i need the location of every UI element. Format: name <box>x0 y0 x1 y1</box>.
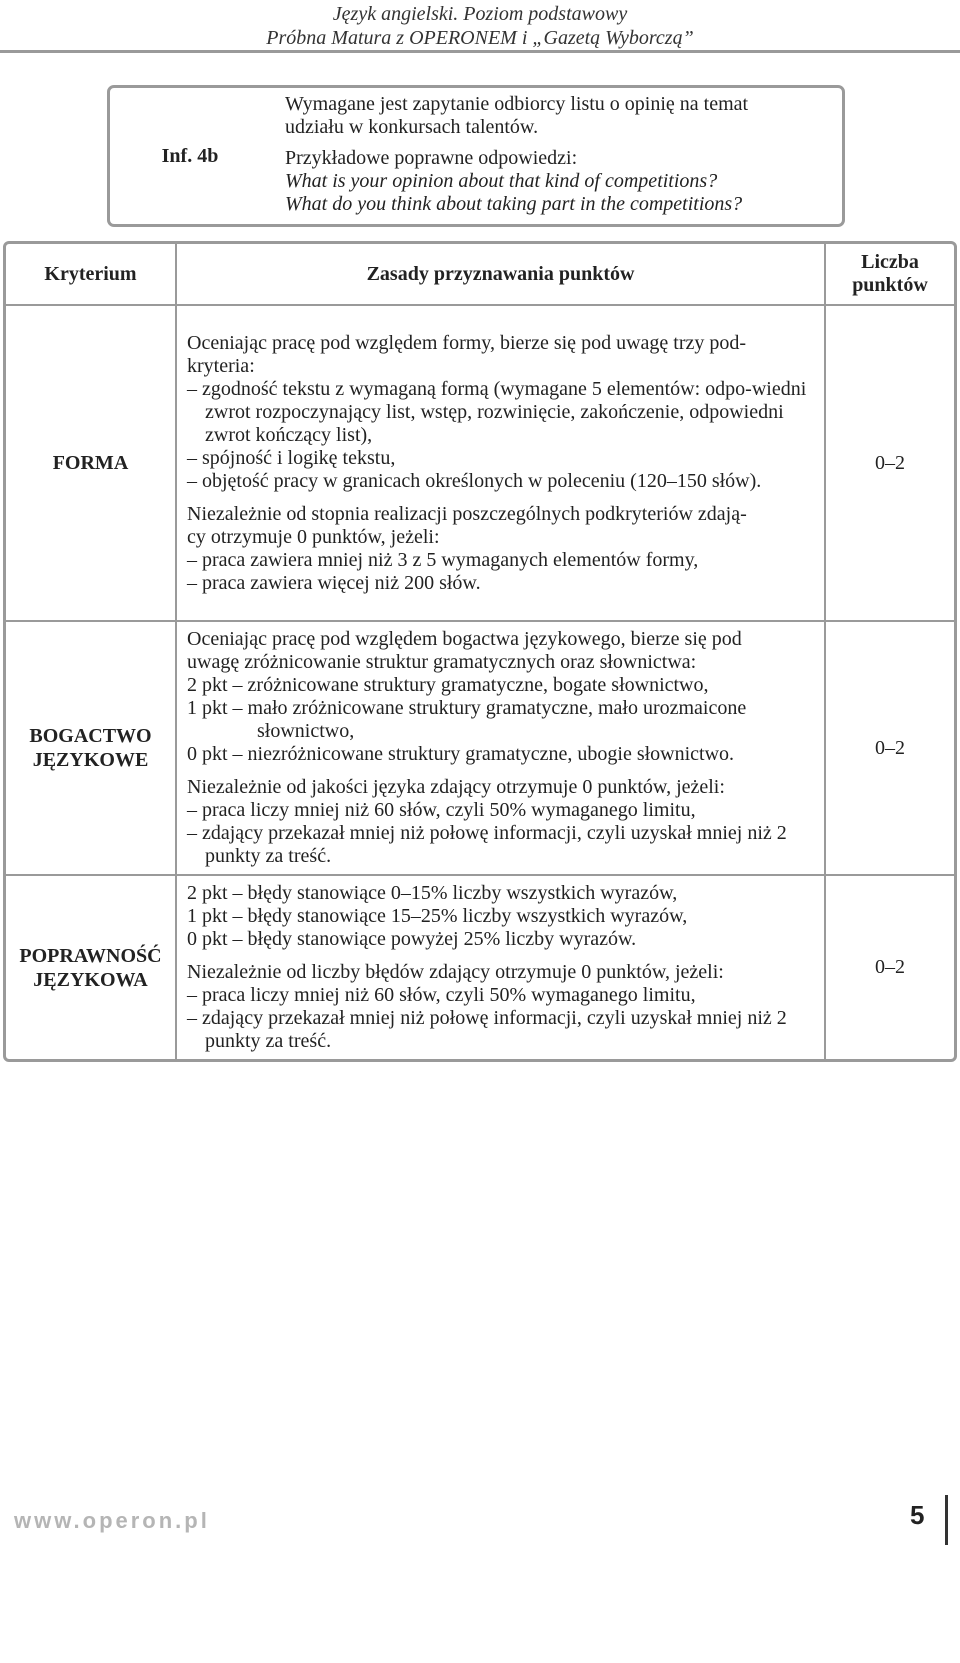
header-exam: Próbna Matura z OPERONEM i „Gazetą Wyborczą” <box>266 27 694 49</box>
points-value: 0–2 <box>826 306 954 622</box>
list-item: – spójność i logikę tekstu, <box>187 446 396 469</box>
list-item: 0 pkt – niezróżnicowane struktury gramatyczne, ubogie słownictwo. <box>187 743 735 765</box>
list-item: – zgodność tekstu z wymaganą formą (wymagane 5 elementów: odpo-wiedni zwrot rozpoczynający list, wstęp, rozwinięcie, zakończenie, odpowiedni zwrot kończący list), <box>187 377 807 446</box>
criteria-table <box>3 241 957 1062</box>
header-divider <box>0 50 960 53</box>
info-text-line: Wymagane jest zapytanie odbiorcy listu o opinię na temat <box>285 93 749 115</box>
page-number: 5 <box>910 1500 925 1530</box>
table-row-bogactwo <box>6 622 954 876</box>
footer-url: www.operon.pl <box>14 1508 210 1533</box>
info-text-line: udziału w konkursach talentów. <box>285 116 539 138</box>
list-item: 1 pkt – mało zróżnicowane struktury gramatyczne, mało urozmaicone słownictwo, <box>187 697 747 742</box>
criterion-rules <box>177 622 826 876</box>
rules-paragraph: Niezależnie od stopnia realizacji poszczególnych podkryteriów zdają- cy otrzymuje 0 punktów, jeżeli: – praca zawiera mniej niż 3 z 5 wymaganych elementów formy, – praca zawiera więcej niż 200 słów. <box>187 503 818 595</box>
list-item: 1 pkt – błędy stanowiące 15–25% liczby wszystkich wyrazów, <box>187 905 688 927</box>
page-header <box>0 0 960 50</box>
header-points: Liczba punktów <box>826 244 954 306</box>
table-row-forma <box>6 306 954 622</box>
example-answer: What do you think about taking part in the competitions? <box>285 193 743 215</box>
criterion-name: POPRAWNOŚĆ JĘZYKOWA <box>6 876 177 1059</box>
example-answer: What is your opinion about that kind of competitions? <box>285 170 718 192</box>
table-row-poprawnosc <box>6 876 954 1059</box>
rules-paragraph: Niezależnie od jakości języka zdający otrzymuje 0 punktów, jeżeli: – praca liczy mniej niż 60 słów, czyli 50% wymaganego limitu, – zdający przekazał mniej niż połowę informacji, czyli uzyskał mniej niż 2 punkty za treść. <box>187 776 818 868</box>
list-item: – praca liczy mniej niż 60 słów, czyli 50% wymaganego limitu, <box>187 984 696 1006</box>
header-criterion: Kryterium <box>6 244 177 306</box>
criterion-name: FORMA <box>6 306 177 622</box>
header-subject: Język angielski. Poziom podstawowy <box>332 3 628 25</box>
list-item: 2 pkt – zróżnicowane struktury gramatyczne, bogate słownictwo, <box>187 674 709 696</box>
info-label: Inf. 4b <box>161 144 219 167</box>
footer-divider <box>945 1495 948 1545</box>
examples-heading: Przykładowe poprawne odpowiedzi: <box>285 147 578 169</box>
list-item: – praca liczy mniej niż 60 słów, czyli 50% wymaganego limitu, <box>187 799 696 821</box>
rules-paragraph <box>187 882 818 951</box>
list-item: – praca zawiera mniej niż 3 z 5 wymaganych elementów formy, <box>187 548 699 571</box>
points-value: 0–2 <box>826 622 954 876</box>
header-rules: Zasady przyznawania punktów <box>177 244 826 306</box>
rules-paragraph: Oceniając pracę pod względem bogactwa językowego, bierze się pod uwagę zróżnicowanie struktur gramatycznych oraz słownictwa: 2 pkt – zróżnicowane struktury gramatyczne, bogate słownictwo, 1 pkt – mało zróżnicowane struktury gramatyczne, mało urozmaicone słownictwo, 0 pkt – niezróżnicowane struktury gramatyczne, ubogie słownictwo. <box>187 628 818 766</box>
list-item: – zdający przekazał mniej niż połowę informacji, czyli uzyskał mniej niż 2 punkty za treść. <box>187 1007 787 1052</box>
info-4b-box <box>107 85 845 227</box>
list-item: 2 pkt – błędy stanowiące 0–15% liczby wszystkich wyrazów, <box>187 882 678 904</box>
list-item: – praca zawiera więcej niż 200 słów. <box>187 571 481 594</box>
table-header-row <box>6 244 954 306</box>
criterion-name: BOGACTWO JĘZYKOWE <box>6 622 177 876</box>
criterion-rules <box>177 876 826 1059</box>
rules-paragraph: Oceniając pracę pod względem formy, bierze się pod uwagę trzy pod- kryteria: – zgodność tekstu z wymaganą formą (wymagane 5 elementów: odpo-wiedni zwrot rozpoczynający list, wstęp, rozwinięcie, zakończenie, odpowiedni zwrot kończący list), – spójność i logikę tekstu, – objętość pracy w granicach określonych w poleceniu (120–150 słów). <box>187 332 818 493</box>
points-value: 0–2 <box>875 956 905 978</box>
list-item: 0 pkt – błędy stanowiące powyżej 25% liczby wyrazów. <box>187 928 637 950</box>
list-item: – zdający przekazał mniej niż połowę informacji, czyli uzyskał mniej niż 2 punkty za treść. <box>187 822 787 867</box>
info-content <box>285 93 834 216</box>
list-item: – objętość pracy w granicach określonych w poleceniu (120–150 słów). <box>187 469 762 492</box>
criterion-rules <box>177 306 826 622</box>
rules-paragraph: Niezależnie od liczby błędów zdający otrzymuje 0 punktów, jeżeli: – praca liczy mniej niż 60 słów, czyli 50% wymaganego limitu, – zdający przekazał mniej niż połowę informacji, czyli uzyskał mniej niż 2 punkty za treść. <box>187 961 818 1053</box>
